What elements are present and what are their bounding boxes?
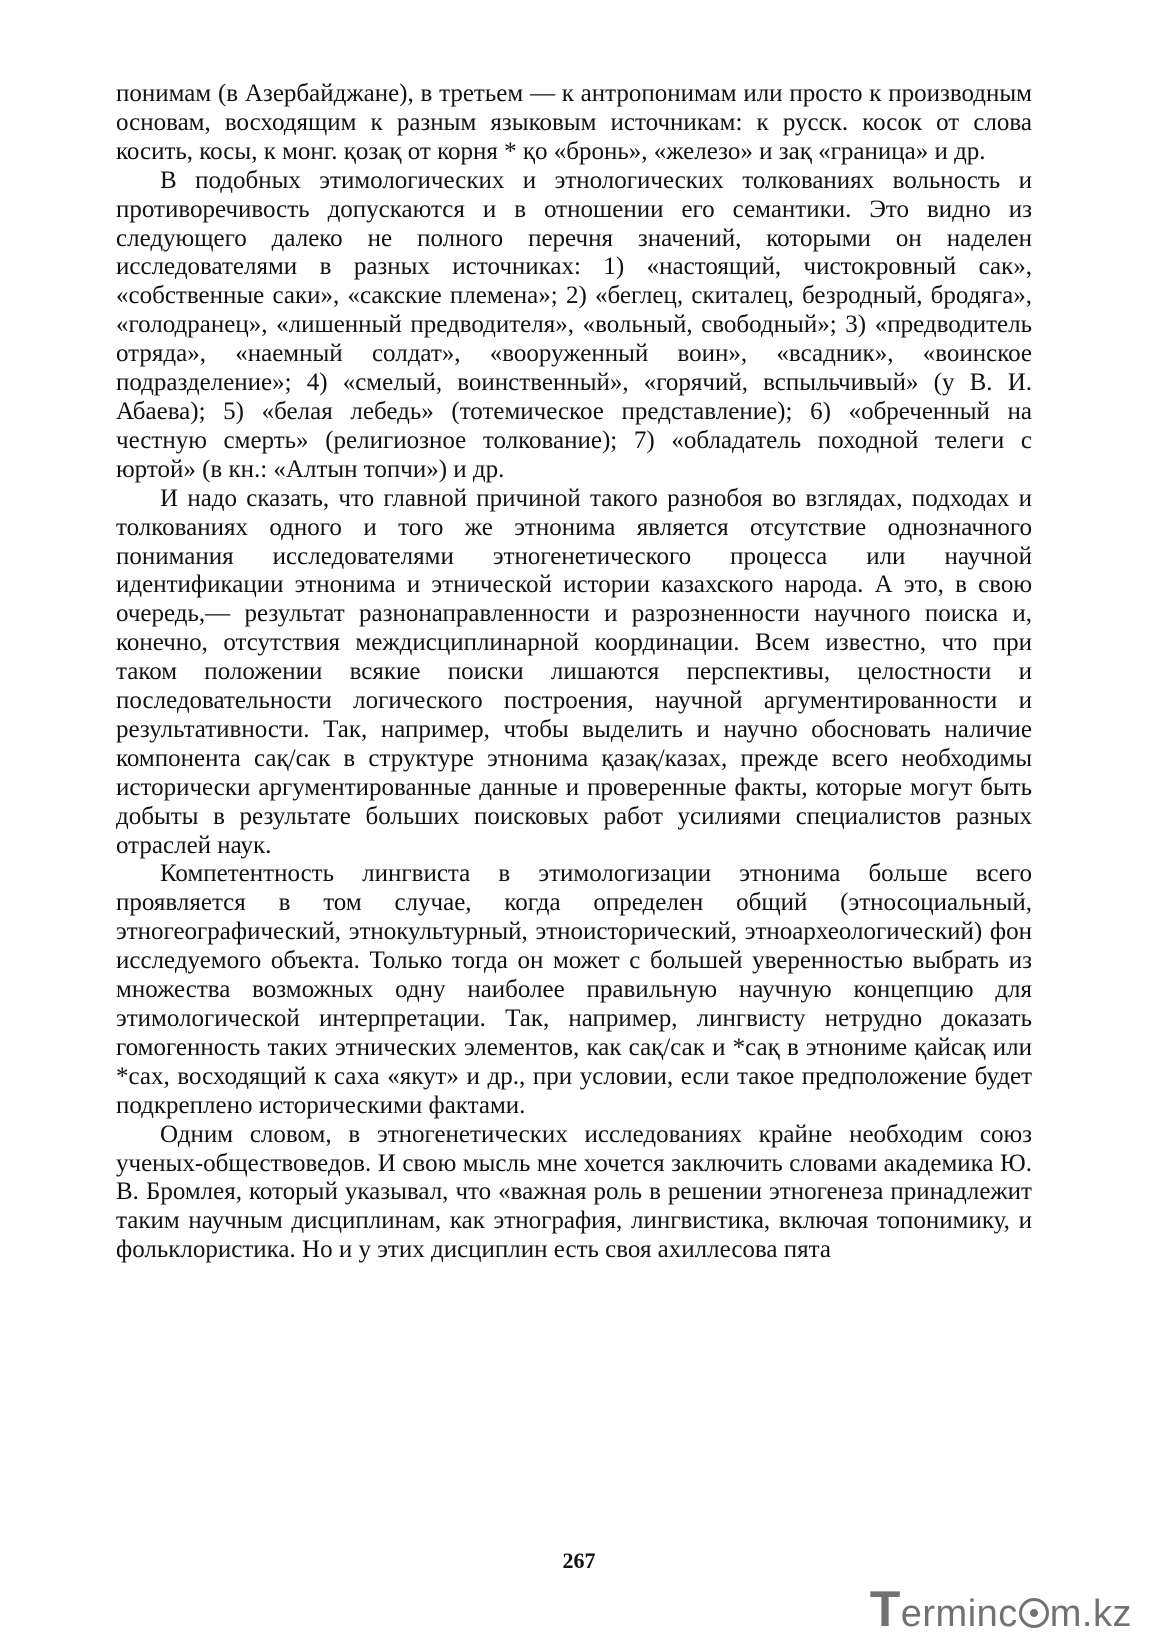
paragraph-5: Одним словом, в этногенетических исследованиях крайне необходим союз ученых-обществоведов. И свою мысль мне хочется заключить словами академика Ю. В. Бромлея, который указывал, что «важная роль в решении этногенеза принадлежит таким научным дисциплинам, как этнография, лингвистика, включая топонимику, и фольклористика. Но и у этих дисциплин есть своя ахиллесова пята [116, 1120, 1032, 1264]
paragraph-4: Компетентность лингвиста в этимологизации этнонима больше всего проявляется в том случае, когда определен общий (этносоциальный, этногеографический, этнокультурный, этноисторический, этноархеологический) фон исследуемого объекта. Только тогда он может с большей уверенностью выбрать из множества возможных одну наиболее правильную научную концепцию для этимологической интерпретации. Так, например, лингвисту нетрудно доказать гомогенность таких этнических элементов, как сақ/сак и *сақ в этнониме қайсақ или *сах, восходящий к саха «якут» и др., при условии, если такое предположение будет подкреплено историческими фактами. [116, 860, 1032, 1119]
paragraph-2: В подобных этимологических и этнологических толкованиях вольность и противоречивость допускаются и в отношении его семантики. Это видно из следующего далеко не полного перечня значений, которыми он наделен исследователями в разных источниках: 1) «настоящий, чистокровный сак», «собственные саки», «сакские племена»; 2) «беглец, скиталец, безродный, бродяга», «голодранец», «лишенный предводителя», «вольный, свободный»; 3) «предводитель отряда», «наемный солдат», «вооруженный воин», «всадник», «воинское подразделение»; 4) «смелый, воинственный», «горячий, вспыльчивый» (у В. И. Абаева); 5) «белая лебедь» (тотемическое представление); 6) «обреченный на честную смерть» (религиозное толкование); 7) «обладатель походной телеги с юртой» (в кн.: «Алтын топчи») и др. [116, 166, 1032, 483]
watermark-letter: T [869, 1581, 901, 1637]
watermark-text-start: erminc [900, 1593, 1018, 1635]
watermark-text-end: m.kz [1049, 1593, 1132, 1635]
paragraph-3: И надо сказать, что главной причиной такого разнобоя во взглядах, подходах и толкованиях одного и того же этнонима является отсутствие однозначного понимания исследователями этногенетического процесса или научной идентификации этнонима и этнической истории казахского народа. А это, в свою очередь,— результат разнонаправленности и разрозненности научного поиска и, конечно, отсутствия междисциплинарной координации. Всем известно, что при таком положении всякие поиски лишаются перспективы, целостности и последовательности логического построения, научной аргументированности и результативности. Так, например, чтобы выделить и научно обосновать наличие компонента сақ/сак в структуре этнонима қазақ/казах, прежде всего необходимы исторически аргументированные данные и проверенные факты, которые могут быть добыты в результате больших поисковых работ усилиями специалистов разных отраслей наук. [116, 484, 1032, 859]
page-body [116, 80, 1032, 1265]
page-number: 267 [562, 1548, 596, 1573]
watermark-logo [870, 1580, 1132, 1638]
target-icon [1019, 1598, 1049, 1628]
paragraph-1: понимам (в Азербайджане), в третьем — к антропонимам или просто к производным основам, восходящим к разным языковым источникам: к русск. косок от слова косить, косы, к монг. қозақ от корня * қо «бронь», «железо» и зақ «граница» и др. [116, 80, 1032, 165]
